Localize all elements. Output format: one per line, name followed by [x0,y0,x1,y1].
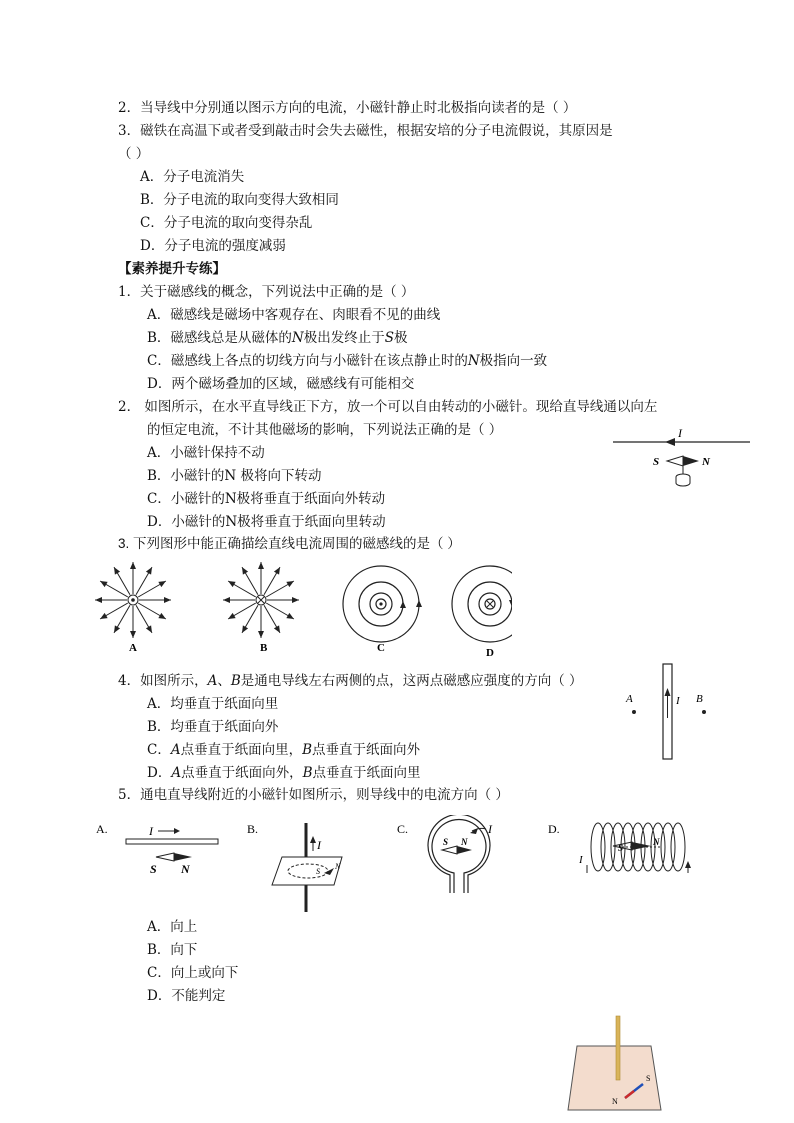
q5-option-d-coil [578,823,691,873]
q3-option-c-circles [343,566,422,642]
bottom-needle-s-label: S [646,1074,651,1083]
q2-needle-base [676,477,690,486]
q4-c-a: A [170,742,181,758]
q4-d-a: A [171,765,182,781]
q3-label-d: D [486,647,494,659]
q2-needle-s-half [667,456,683,466]
q3-option-a-radial-lines [95,562,171,638]
q2-option-a: A．小磁针保持不动 [147,445,265,461]
q4-stem-a: A [207,673,218,689]
q2-stem-line1: 2． 如图所示，在水平直导线正下方，放一个可以自由转动的小磁针。现给直导线通以向左 [118,399,658,415]
svg-text:N: N [181,862,190,876]
q2-option-d: D．小磁针的N极将垂直于纸面向里转动 [147,514,386,530]
q5-stem: 5．通电直导线附近的小磁针如图所示，则导线中的电流方向（ ） [118,787,509,803]
q1-b-n: N [291,330,304,346]
q5-label-a: A. [96,822,108,836]
bottom-needle-n-label: N [612,1097,618,1106]
q3-option-c: C．分子电流的取向变得杂乱 [140,215,313,231]
q2-option-b: B．小磁针的N 极将向下转动 [147,468,322,484]
q2-current-label: I [678,426,682,440]
q4-stem-text-1: 4．如图所示， [118,673,208,689]
q3-option-b: B．分子电流的取向变得大致相同 [140,192,339,208]
svg-text:I: I [579,854,583,866]
question-3-paren: （ ） [118,146,150,162]
q3-option-d: D．分子电流的强度减弱 [140,238,286,254]
q4-point-a-label: A [626,693,633,705]
q2-needle-n-label: N [702,456,710,468]
q4-c-text-3: 点垂直于纸面向外 [312,742,421,758]
q4-c-text-1: C． [147,742,171,758]
q2-figure [605,420,755,492]
q2-needle-n-half [683,456,699,466]
q3-option-d-circles [452,566,512,642]
q4-option-d [147,764,421,782]
q4-c-b: B [302,742,313,758]
q5-option-c: C．向上或向下 [147,965,239,981]
q4-stem-sep: 、 [217,673,231,689]
q5-option-b-diagram [272,823,342,912]
q4-point-a [632,710,636,714]
q3-label-b: B [260,642,268,654]
q4-point-b [702,710,706,714]
q4-d-text-1: D． [147,765,172,781]
q4-d-b: B [302,765,313,781]
q3-label-a: A [129,642,137,654]
q5-option-c-diagram [428,815,493,893]
question-3-top: 3．磁铁在高温下或者受到敲击时会失去磁性，根据安培的分子电流假说，其原因是 [118,123,613,139]
q4-figure [618,660,718,762]
q5-label-d: D. [548,822,560,836]
q4-d-text-3: 点垂直于纸面向里 [312,765,421,781]
q3-stem: 3. 下列图形中能正确描绘直线电流周围的磁感线的是（ ） [118,536,461,551]
q4-stem [118,672,583,690]
q5-option-a-diagram [126,824,218,876]
bottom-figure [565,1012,675,1112]
q2-option-c: C．小磁针的N极将垂直于纸面向外转动 [147,491,386,507]
q4-current-label: I [676,695,680,707]
q5-label-c: C. [397,822,409,836]
q1-b-text-2: 极出发终止于 [303,330,385,346]
q4-option-c [147,741,420,759]
svg-text:I: I [317,838,321,852]
q5-option-b: B．向下 [147,942,198,958]
q4-option-a: A．均垂直于纸面向里 [147,696,279,712]
svg-text:N: N [461,837,468,847]
q2-stem-line2: 的恒定电流，不计其他磁场的影响，下列说法正确的是（ ） [147,422,503,438]
q3-option-a: A．分子电流消失 [140,169,245,185]
q1-option-b [147,329,407,347]
q4-stem-b: B [230,673,241,689]
q1-c-text-1: C．磁感线上各点的切线方向与小磁针在该点静止时的 [147,353,468,369]
q1-c-text-2: 极指向一致 [479,353,548,369]
svg-text:N: N [335,862,341,871]
q5-figure [92,815,702,915]
q5-option-a: A．向上 [147,919,198,935]
bottom-wire [616,1016,620,1080]
svg-text:S: S [618,843,624,853]
question-2-top: 2．当导线中分别通以图示方向的电流，小磁针静止时北极指向读者的是（ ） [118,100,577,116]
q1-b-text-3: 极 [393,330,408,346]
q1-option-d: D．两个磁场叠加的区域，磁感线有可能相交 [147,376,415,392]
q1-stem: 1．关于磁感线的概念，下列说法中正确的是（ ） [118,284,415,300]
q4-option-b: B．均垂直于纸面向外 [147,719,279,735]
q1-option-c [147,352,547,370]
q5-option-d: D．不能判定 [147,988,226,1004]
q4-d-text-2: 点垂直于纸面向外， [181,765,303,781]
q1-option-a: A．磁感线是磁场中客观存在、肉眼看不见的曲线 [147,307,441,323]
svg-text:I: I [149,824,153,838]
q1-b-s: S [384,330,394,346]
q3-label-c: C [377,642,385,654]
q2-current-arrow-icon [665,438,675,446]
q3-option-b-radial-lines [223,562,299,638]
q1-c-n: N [467,353,480,369]
svg-text:S: S [316,867,320,876]
svg-text:I: I [488,822,492,836]
section-title: 【素养提升专练】 [118,261,226,277]
svg-text:S: S [150,862,157,876]
svg-text:S: S [443,837,449,847]
q3-figure [92,560,512,660]
q2-needle-s-label: S [653,456,660,468]
q5-label-b: B. [247,822,259,836]
q4-c-text-2: 点垂直于纸面向里， [180,742,303,758]
svg-text:N: N [653,837,660,847]
q4-stem-text-2: 是通电导线左右两侧的点，这两点磁感应强度的方向（ ） [240,673,583,689]
q1-b-text-1: B．磁感线总是从磁体的 [147,330,292,346]
q4-point-b-label: B [696,693,703,705]
